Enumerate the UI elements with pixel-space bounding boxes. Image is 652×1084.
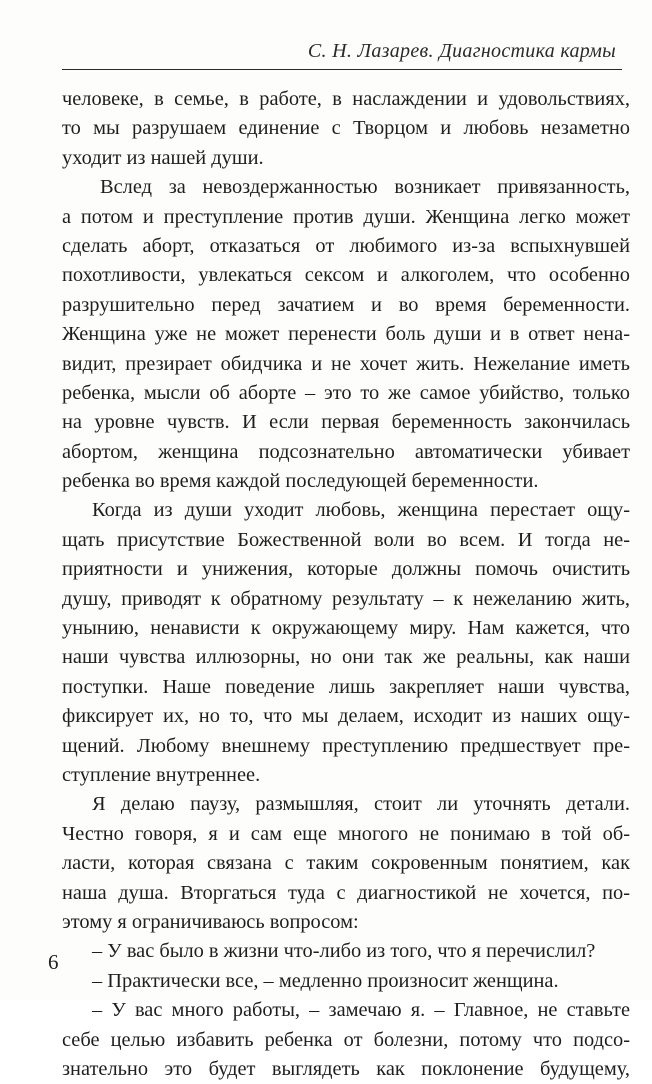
text-line: абортом, женщина подсознательно автоматически убивает — [62, 440, 630, 463]
text-line: поступки. Наше поведение лишь закрепляет наши чувства, — [62, 675, 630, 698]
text-line: себе целью избавить ребенка от болезни, потому что подсо- — [62, 1028, 630, 1051]
text-line: уходит из нашей души. — [62, 146, 264, 169]
text-line: Когда из души уходит любовь, женщина перестает ощу- — [92, 499, 630, 522]
text-line: ласти, которая связана с таким сокровенным понятием, как — [62, 852, 630, 875]
text-line: ребенка, мысли об аборте – это то же самое убийство, только — [62, 381, 630, 404]
text-line: щать присутствие Божественной воли во всем. И тогда не- — [62, 528, 630, 551]
text-line: Честно говоря, я и сам еще многого не понимаю в той об- — [62, 822, 630, 845]
text-line: разрушительно перед зачатием и во время беременности. — [62, 293, 630, 316]
text-line: – Практически все, – медленно произносит женщина. — [92, 969, 559, 992]
text-line: унынию, ненависти к окружающему миру. Нам кажется, что — [62, 617, 630, 640]
text-line: ступление внутреннее. — [62, 763, 261, 786]
page-number: 6 — [48, 950, 59, 974]
text-line: фиксирует их, но то, что мы делаем, исходит из наших ощу- — [62, 705, 630, 728]
text-line: щений. Любому внешнему преступлению предшествует пре- — [62, 734, 630, 757]
text-line: то мы разрушаем единение с Творцом и любовь незаметно — [62, 117, 630, 140]
text-line: Вслед за невоздержанностью возникает привязанность, — [100, 176, 630, 199]
text-line: сделать аборт, отказаться от любимого из-за вспыхнувшей — [62, 234, 630, 257]
text-line: знательно это будет выглядеть как поклонение будущему, — [62, 1057, 630, 1080]
text-line: – У вас много работы, – замечаю я. – Главное, не ставьте — [92, 999, 630, 1022]
text-line: похотливости, увлекаться сексом и алкоголем, что особенно — [62, 264, 630, 287]
body-text — [62, 85, 630, 1084]
text-line: человеке, в семье, в работе, в наслаждении и удовольствиях, — [62, 88, 630, 110]
text-line: – У вас было в жизни что-либо из того, что я перечислил? — [92, 940, 596, 963]
text-line: Женщина уже не может перенести боль души и в ответ нена- — [62, 323, 630, 346]
text-line: душу, приводят к обратному результату – к нежеланию жить, — [62, 587, 630, 610]
text-line: этому я ограничиваюсь вопросом: — [62, 910, 359, 933]
text-line: видит, презирает обидчика и не хочет жить. Нежелание иметь — [62, 352, 630, 375]
text-line: а потом и преступление против души. Женщина легко может — [62, 205, 630, 228]
running-head: С. Н. Лазарев. Диагностика кармы — [307, 40, 616, 62]
text-line: наши чувства иллюзорны, но они так же реальны, как наши — [62, 646, 630, 669]
text-line: на уровне чувств. И если первая беременность закончилась — [62, 411, 630, 434]
header-rule — [62, 69, 622, 70]
text-line: Я делаю паузу, размышляя, стоит ли уточнять детали. — [92, 793, 630, 816]
text-line: наша душа. Вторгаться туда с диагностикой не хочется, по- — [62, 881, 630, 904]
text-line: приятности и унижения, которые должны помочь очистить — [62, 558, 630, 581]
text-line: ребенка во время каждой последующей беременности. — [62, 470, 539, 493]
